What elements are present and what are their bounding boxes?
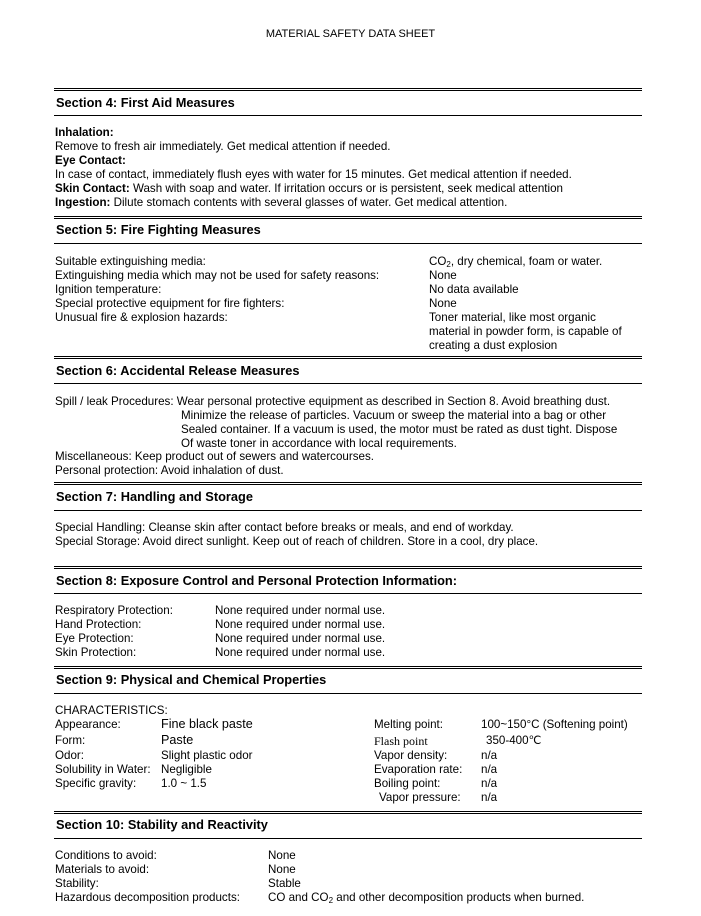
property-label: Evaporation rate: [374,763,463,776]
spill-line: Minimize the release of particles. Vacuum or sweep the material into a bag or other [181,409,607,422]
document-header: MATERIAL SAFETY DATA SHEET [265,28,436,40]
eye-contact-text: In case of contact, immediately flush eyes with water for 15 minutes. Get medical attention if needed. [55,168,572,181]
stability-value: None [268,849,296,862]
exposure-value: None required under normal use. [215,646,386,659]
fire-value: creating a dust explosion [429,339,558,352]
property-label: Boiling point: [374,777,441,790]
section-divider [54,666,642,669]
fire-value: material in powder form, is capable of [429,325,622,338]
exposure-label: Skin Protection: [55,646,137,659]
personal-protection-line: Personal protection: Avoid inhalation of dust. [55,464,284,477]
section-divider [54,88,642,91]
inhalation-text: Remove to fresh air immediately. Get medical attention if needed. [55,140,391,153]
special-storage-line: Special Storage: Avoid direct sunlight. Keep out of reach of children. Store in a cool, dry place. [55,535,539,548]
section-underline [54,593,642,594]
section-9-title: Section 9: Physical and Chemical Properties [56,672,327,687]
spill-line: Of waste toner in accordance with local requirements. [181,437,457,450]
section-5-title: Section 5: Fire Fighting Measures [56,222,261,237]
property-value: n/a [481,777,498,790]
inhalation-label: Inhalation: [55,126,114,139]
section-8-title: Section 8: Exposure Control and Personal Protection Information: [56,573,458,588]
fire-value: $CO_2$, dry chemical, foam or water. [429,255,603,269]
section-underline [54,693,642,694]
property-label: Vapor density: [374,749,448,762]
property-label: Appearance: [55,718,121,731]
fire-value: Toner material, like most organic [429,311,596,324]
exposure-label: Eye Protection: [55,632,134,645]
special-handling-line: Special Handling: Cleanse skin after contact before breaks or meals, and end of workday. [55,521,514,534]
property-label: Flash point [374,734,428,748]
eye-contact-label: Eye Contact: [55,154,126,167]
property-value: Slight plastic odor [161,749,253,762]
property-value: n/a [481,791,498,804]
stability-label: Stability: [55,877,99,890]
exposure-label: Hand Protection: [55,618,142,631]
misc-line: Miscellaneous: Keep product out of sewers and watercourses. [55,450,374,463]
stability-value: None [268,863,296,876]
property-label: Vapor pressure: [379,791,461,804]
property-label: Solubility in Water: [55,763,151,776]
stability-label: Conditions to avoid: [55,849,157,862]
section-divider [54,811,642,814]
property-value: 350-400℃ [486,734,542,747]
section-divider [54,356,642,359]
section-divider [54,216,642,219]
fire-label: Ignition temperature: [55,283,162,296]
property-value: 1.0 ~ 1.5 [161,777,207,790]
property-label: Melting point: [374,718,443,731]
property-value: n/a [481,749,498,762]
exposure-value: None required under normal use. [215,632,386,645]
property-value: 100~150°C (Softening point) [481,718,628,731]
stability-value: CO and $CO_2$ and other decomposition products when burned. [268,891,585,905]
stability-label: Hazardous decomposition products: [55,891,240,904]
stability-value: Stable [268,877,301,890]
spill-line: Spill / leak Procedures: Wear personal protective equipment as described in Section 8. Avoid breathing dust. [55,395,611,408]
section-6-title: Section 6: Accidental Release Measures [56,363,300,378]
ingestion-line: Ingestion: Dilute stomach contents with several glasses of water. Get medical attention. [55,196,508,209]
fire-value: No data available [429,283,519,296]
fire-value: None [429,269,457,282]
fire-label: Suitable extinguishing media: [55,255,206,268]
fire-value: None [429,297,457,310]
section-underline [54,115,642,116]
exposure-value: None required under normal use. [215,604,386,617]
property-label: Odor: [55,749,84,762]
property-label: Specific gravity: [55,777,137,790]
section-10-title: Section 10: Stability and Reactivity [56,817,268,832]
fire-label: Unusual fire & explosion hazards: [55,311,228,324]
section-underline [54,838,642,839]
section-4-title: Section 4: First Aid Measures [56,95,235,110]
property-label: Form: [55,734,86,747]
section-7-title: Section 7: Handling and Storage [56,489,253,504]
exposure-value: None required under normal use. [215,618,386,631]
section-divider [54,482,642,485]
property-value: Fine black paste [161,717,253,731]
exposure-label: Respiratory Protection: [55,604,173,617]
section-underline [54,383,642,384]
characteristics-label: CHARACTERISTICS: [55,704,168,717]
section-divider [54,566,642,569]
stability-label: Materials to avoid: [55,863,150,876]
section-underline [54,510,642,511]
property-value: n/a [481,763,498,776]
fire-label: Special protective equipment for fire fighters: [55,297,285,310]
spill-line: Sealed container. If a vacuum is used, the motor must be rated as dust tight. Dispose [181,423,618,436]
fire-label: Extinguishing media which may not be used for safety reasons: [55,269,380,282]
section-underline [54,243,642,244]
property-value: Negligible [161,763,212,776]
property-value: Paste [161,733,194,747]
skin-contact-line: Skin Contact: Wash with soap and water. If irritation occurs or is persistent, seek medical attention [55,182,563,195]
